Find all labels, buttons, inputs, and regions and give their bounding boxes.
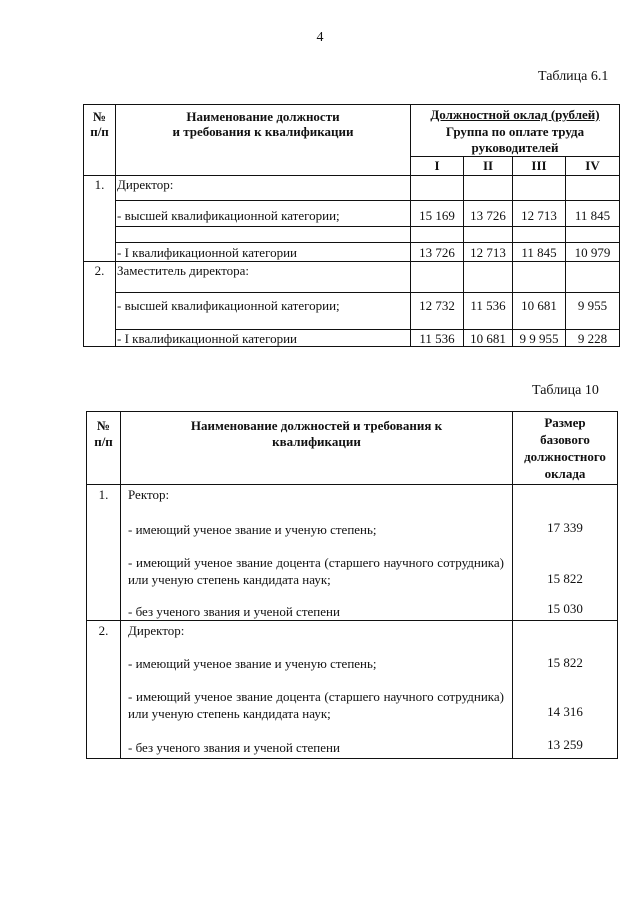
header-salary: Должностной оклад (рублей) xyxy=(430,107,600,122)
row-item-value: 11 845 xyxy=(574,208,611,223)
header-group-col: III xyxy=(531,158,547,173)
table-rule xyxy=(619,104,620,347)
row-item-value: 15 030 xyxy=(547,601,583,616)
table-rule xyxy=(115,226,620,227)
header-num: п/п xyxy=(90,124,109,139)
page-number: 4 xyxy=(316,30,324,45)
row-item-value: 13 726 xyxy=(470,208,506,223)
table-rule xyxy=(83,175,620,176)
header-group: Группа по оплате труда xyxy=(445,124,585,139)
table-rule xyxy=(120,411,121,759)
header-salary: оклада xyxy=(544,466,586,481)
table-rule xyxy=(83,104,84,347)
header-group-col: IV xyxy=(585,158,600,173)
row-item-value: 11 536 xyxy=(470,298,506,313)
row-item-value: 11 845 xyxy=(521,245,557,260)
row-num: 2. xyxy=(98,623,109,638)
row-num: 1. xyxy=(94,177,105,192)
header-group-col: II xyxy=(482,158,494,173)
table-rule xyxy=(115,200,620,201)
row-item-value: 9 9 955 xyxy=(519,331,559,346)
row-item-label: - имеющий ученое звание и ученую степень; xyxy=(128,522,377,537)
table-caption-6-1: Таблица 6.1 xyxy=(538,69,609,84)
row-title: Заместитель директора: xyxy=(117,263,250,278)
table-rule xyxy=(83,104,620,105)
header-salary: базового xyxy=(540,432,590,447)
row-item-label: - имеющий ученое звание и ученую степень; xyxy=(128,656,377,671)
table-rule xyxy=(86,484,618,485)
table-rule xyxy=(83,261,620,262)
row-item-value: 15 169 xyxy=(419,208,455,223)
table-rule xyxy=(86,620,618,621)
row-item-value: 13 726 xyxy=(419,245,455,260)
row-item-value: 15 822 xyxy=(547,571,583,586)
row-item-value: 9 228 xyxy=(577,331,608,346)
header-group: руководителей xyxy=(471,140,559,155)
header-num: № xyxy=(96,418,111,433)
row-item-label: - без ученого звания и ученой степени xyxy=(128,604,340,619)
row-item-value: 17 339 xyxy=(547,520,583,535)
row-item-value: 12 732 xyxy=(419,298,455,313)
header-name: Наименование должности xyxy=(186,109,340,124)
row-item-label: - I квалификационной категории xyxy=(117,331,298,346)
row-item-value: 12 713 xyxy=(521,208,557,223)
row-title: Директор: xyxy=(128,623,185,638)
table-rule xyxy=(617,411,618,759)
table-rule xyxy=(410,156,620,157)
row-item-label: - имеющий ученое звание доцента (старшего научного сотрудника) или ученую степень кандидата наук; xyxy=(128,555,504,587)
row-item-label: - высшей квалификационной категории; xyxy=(117,208,340,223)
header-num: п/п xyxy=(94,434,113,449)
table-rule xyxy=(115,292,620,293)
table-rule xyxy=(86,411,618,412)
row-item-value: 15 822 xyxy=(547,655,583,670)
row-item-value: 11 536 xyxy=(419,331,455,346)
header-group-col: I xyxy=(434,158,440,173)
row-item-value: 13 259 xyxy=(547,737,583,752)
row-item-value: 10 979 xyxy=(574,245,611,260)
row-item-label: - имеющий ученое звание доцента (старшего научного сотрудника) или ученую степень кандидата наук; xyxy=(128,689,504,721)
row-num: 2. xyxy=(94,263,105,278)
table-rule xyxy=(115,329,620,330)
header-salary: должностного xyxy=(524,449,606,464)
row-item-value: 10 681 xyxy=(521,298,557,313)
row-title: Директор: xyxy=(117,177,174,192)
row-item-value: 9 955 xyxy=(577,298,608,313)
table-rule xyxy=(86,758,618,759)
row-num: 1. xyxy=(98,487,109,502)
table-rule xyxy=(115,104,116,347)
header-num: № xyxy=(92,109,107,124)
header-name: Наименование должностей и требования к xyxy=(190,418,443,433)
row-title: Ректор: xyxy=(128,487,170,502)
row-item-label: - без ученого звания и ученой степени xyxy=(128,740,340,755)
header-name: квалификации xyxy=(272,434,361,449)
row-item-value: 12 713 xyxy=(470,245,506,260)
header-name: и требования к квалификации xyxy=(172,124,354,139)
row-item-value: 10 681 xyxy=(470,331,506,346)
table-caption-10: Таблица 10 xyxy=(532,383,599,398)
row-item-value: 14 316 xyxy=(547,704,583,719)
row-item-label: - I квалификационной категории xyxy=(117,245,298,260)
table-rule xyxy=(86,411,87,759)
header-salary: Размер xyxy=(544,415,586,430)
table-rule xyxy=(115,242,620,243)
row-item-label: - высшей квалификационной категории; xyxy=(117,298,340,313)
